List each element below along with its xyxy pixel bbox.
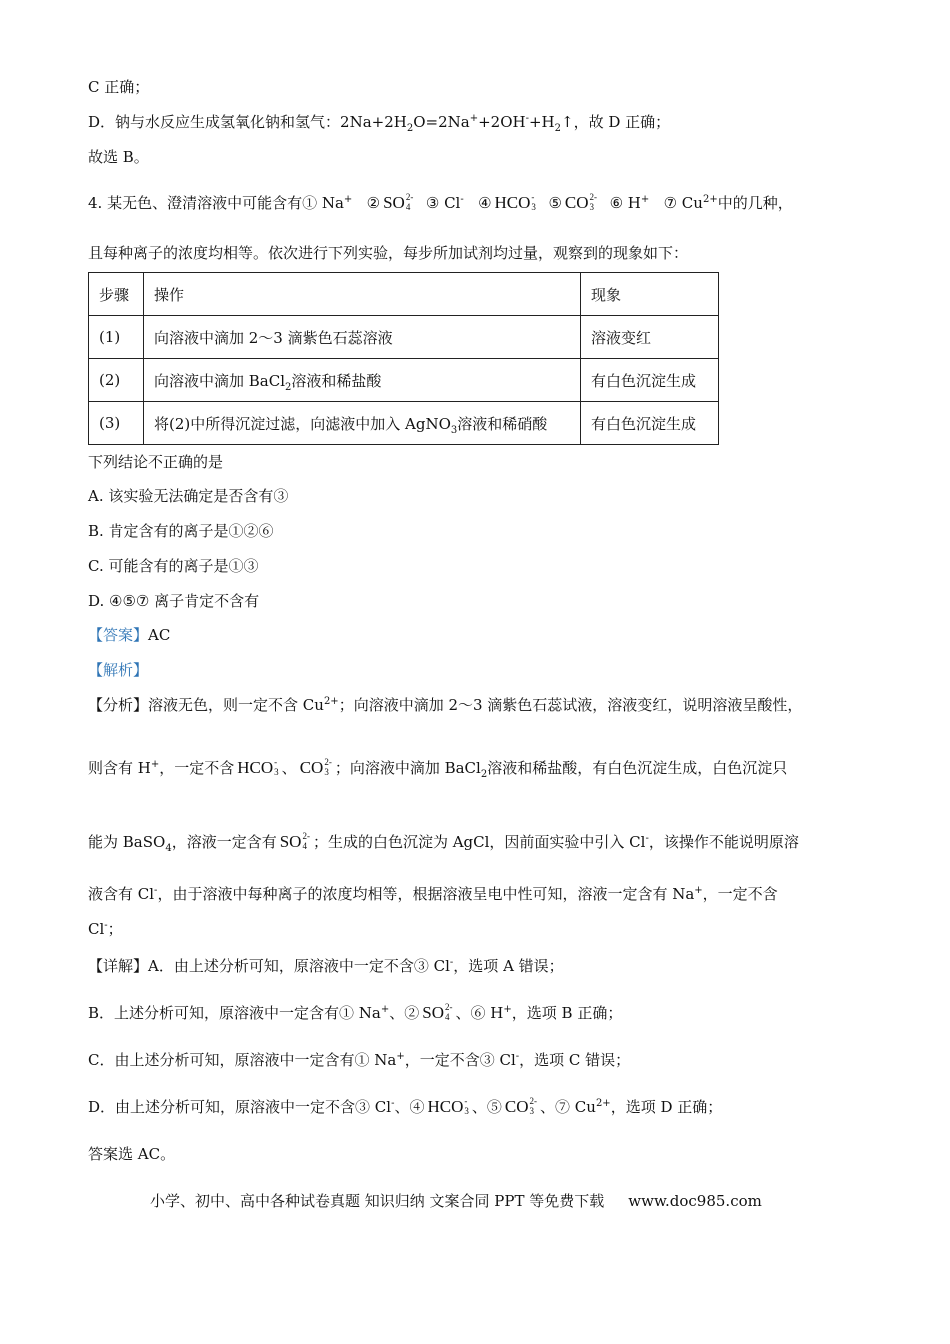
analysis-line: 【分析】溶液无色，则一定不含 $Cu^{2+}$；向溶液中滴加 2～3 滴紫色石蕊试液，溶液变红，说明溶液呈酸性， bbox=[88, 696, 803, 714]
table-row bbox=[89, 316, 719, 359]
table-header: 步骤 bbox=[89, 273, 144, 316]
answer-tag: 【答案】 bbox=[88, 626, 149, 644]
table-header-row bbox=[89, 273, 719, 316]
analysis-line: 液含有 Cl-，由于溶液中每种离子的浓度均相等，根据溶液呈电中性可知，溶液一定含有 Na+，一定不含 bbox=[88, 885, 778, 903]
question-stem: 4. 某无色、澄清溶液中可能含有① Na+ ② SO 2- 4 ③ Cl- ④ HCO - 3 ⑤ CO 2- 3 ⑥ H+ ⑦ $Cu^{2+}$中的几种， bbox=[88, 192, 793, 213]
bicarbonate-ion: HCO - 3 bbox=[427, 1096, 469, 1117]
footer-url[interactable]: www.doc985.com bbox=[628, 1192, 762, 1210]
table-row bbox=[89, 402, 719, 445]
analysis-line: Cl-； bbox=[88, 920, 123, 938]
footer-text: 小学、初中、高中各种试卷真题 知识归纳 文案合同 PPT 等免费下载 bbox=[150, 1192, 605, 1210]
detail-line: 【详解】A．由上述分析可知，原溶液中一定不含③ Cl-，选项 A 错误； bbox=[88, 957, 564, 975]
page-footer bbox=[150, 1190, 762, 1211]
table-cell: 向溶液中滴加 BaCl$_2$溶液和稀盐酸 bbox=[144, 359, 581, 402]
table-cell: 将(2)中所得沉淀过滤，向滤液中加入 AgNO$_3$溶液和稀硝酸 bbox=[144, 402, 581, 445]
option-b: B. 肯定含有的离子是①②⑥ bbox=[88, 522, 274, 540]
table-cell: 有白色沉淀生成 bbox=[581, 359, 719, 402]
table-cell: 有白色沉淀生成 bbox=[581, 402, 719, 445]
text-line: 故选 B。 bbox=[88, 148, 149, 166]
sulfate-ion: SO 2- 4 bbox=[279, 831, 310, 852]
carbonate-ion: CO 2- 3 bbox=[504, 1096, 538, 1117]
text-line: 且每种离子的浓度均相等。依次进行下列实验，每步所加试剂均过量，观察到的现象如下： bbox=[88, 244, 689, 262]
carbonate-ion: CO 2- 3 bbox=[299, 757, 332, 778]
table-header: 操作 bbox=[144, 273, 581, 316]
detail-line: C．由上述分析可知，原溶液中一定含有① Na+，一定不含③ Cl-，选项 C 错误； bbox=[88, 1051, 631, 1069]
question-prompt: 下列结论不正确的是 bbox=[88, 453, 224, 471]
option-c: C. 可能含有的离子是①③ bbox=[88, 557, 259, 575]
table-cell: (1) bbox=[89, 316, 144, 359]
sulfate-ion: SO 2- 4 bbox=[422, 1002, 453, 1023]
option-d: D. ④⑤⑦ 离子肯定不含有 bbox=[88, 592, 260, 610]
table-cell: (2) bbox=[89, 359, 144, 402]
table-header: 现象 bbox=[581, 273, 719, 316]
detail-line: 答案选 AC。 bbox=[88, 1145, 176, 1163]
text-line: D．钠与水反应生成氢氧化钠和氢气：$2Na+2H_2O=2Na^++2OH^-+H_2↑$，故 D 正确； bbox=[88, 113, 671, 134]
detail-line: B．上述分析可知，原溶液中一定含有① Na+、② SO 2- 4 、⑥ H+，选项 B 正确； bbox=[88, 1002, 623, 1023]
text-line: C 正确； bbox=[88, 78, 150, 96]
analysis-tag: 【解析】 bbox=[88, 661, 149, 679]
detail-line: D．由上述分析可知，原溶液中一定不含③ Cl-、④ HCO - 3 、⑤ CO 2- 3 、⑦ $Cu^{2+}$，选项 D 正确； bbox=[88, 1096, 723, 1117]
bicarbonate-ion: HCO - 3 bbox=[494, 192, 536, 213]
table-row bbox=[89, 359, 719, 402]
carbonate-ion: CO 2- 3 bbox=[564, 192, 598, 213]
experiment-table bbox=[88, 272, 719, 445]
analysis-line: 则含有 H+，一定不含 HCO - 3 、 CO 2- 3 ；向溶液中滴加 BaCl$_2$溶液和稀盐酸，有白色沉淀生成，白色沉淀只 bbox=[88, 757, 788, 780]
table-cell: 溶液变红 bbox=[581, 316, 719, 359]
sulfate-ion: SO 2- 4 bbox=[383, 192, 414, 213]
table-cell: 向溶液中滴加 2～3 滴紫色石蕊溶液 bbox=[144, 316, 581, 359]
bicarbonate-ion: HCO - 3 bbox=[237, 757, 279, 778]
analysis-line: 能为 BaSO$_4$，溶液一定含有 SO 2- 4 ；生成的白色沉淀为 AgCl，因前面实验中引入 Cl-，该操作不能说明原溶 bbox=[88, 831, 799, 854]
answer-line: 【答案】AC bbox=[88, 626, 171, 644]
table-cell: (3) bbox=[89, 402, 144, 445]
option-a: A. 该实验无法确定是否含有③ bbox=[88, 487, 289, 505]
